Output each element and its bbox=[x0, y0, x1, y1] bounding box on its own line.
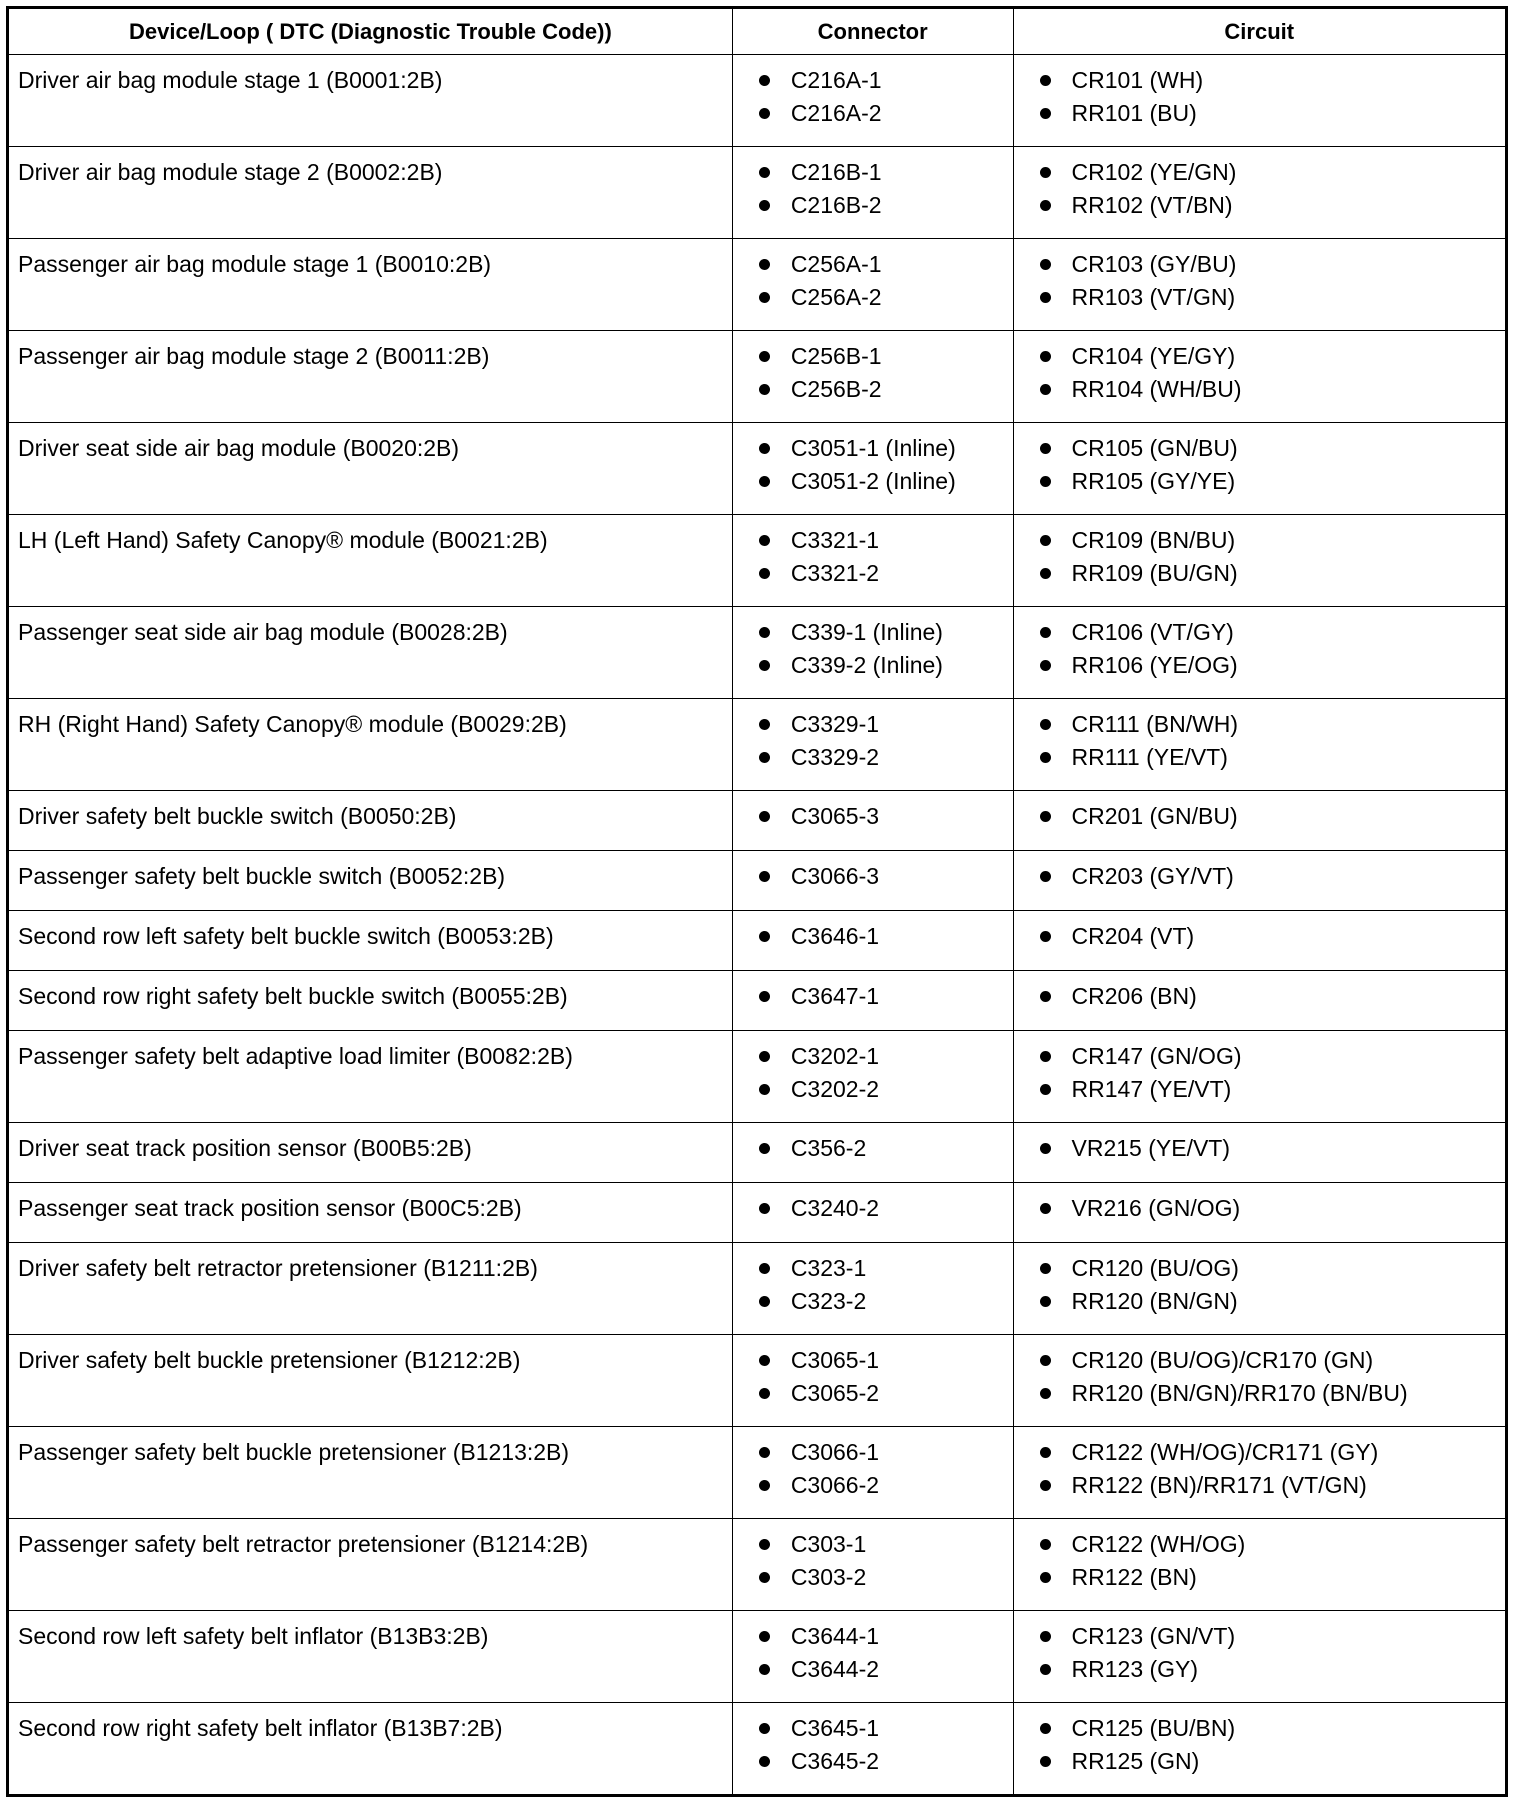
connector-list bbox=[733, 1335, 1013, 1410]
circuit-list-item: VR215 (YE/VT) bbox=[1036, 1133, 1505, 1166]
circuit-list bbox=[1014, 1335, 1505, 1410]
connector-list-item: C3065-1 bbox=[755, 1345, 1013, 1378]
connector-list bbox=[733, 1123, 1013, 1166]
circuit-list bbox=[1014, 147, 1505, 222]
circuit-cell bbox=[1013, 699, 1506, 791]
header-circuit: Circuit bbox=[1013, 8, 1506, 55]
circuit-list bbox=[1014, 911, 1505, 954]
connector-cell bbox=[732, 791, 1013, 851]
connector-list-item: C3066-2 bbox=[755, 1470, 1013, 1503]
device-loop-cell: Passenger safety belt adaptive load limiter (B0082:2B) bbox=[8, 1031, 733, 1123]
connector-list-item: C3329-2 bbox=[755, 742, 1013, 775]
connector-cell bbox=[732, 1335, 1013, 1427]
connector-list bbox=[733, 55, 1013, 130]
table-row bbox=[8, 911, 1507, 971]
connector-list-item: C216A-2 bbox=[755, 98, 1013, 131]
device-loop-cell: Driver safety belt buckle pretensioner (B1212:2B) bbox=[8, 1335, 733, 1427]
connector-list-item: C3645-2 bbox=[755, 1746, 1013, 1779]
circuit-list-item: CR125 (BU/BN) bbox=[1036, 1713, 1505, 1746]
circuit-list bbox=[1014, 971, 1505, 1014]
circuit-cell bbox=[1013, 1123, 1506, 1183]
connector-list bbox=[733, 331, 1013, 406]
connector-list-item: C356-2 bbox=[755, 1133, 1013, 1166]
circuit-list-item: CR101 (WH) bbox=[1036, 65, 1505, 98]
circuit-list-item: CR104 (YE/GY) bbox=[1036, 341, 1505, 374]
circuit-cell bbox=[1013, 239, 1506, 331]
table-row bbox=[8, 423, 1507, 515]
connector-cell bbox=[732, 1519, 1013, 1611]
connector-list bbox=[733, 1243, 1013, 1318]
connector-list-item: C3644-2 bbox=[755, 1654, 1013, 1687]
circuit-list-item: CR111 (BN/WH) bbox=[1036, 709, 1505, 742]
circuit-list-item: CR122 (WH/OG) bbox=[1036, 1529, 1505, 1562]
table-row bbox=[8, 971, 1507, 1031]
connector-list-item: C216A-1 bbox=[755, 65, 1013, 98]
connector-list-item: C3645-1 bbox=[755, 1713, 1013, 1746]
circuit-list bbox=[1014, 791, 1505, 834]
connector-cell bbox=[732, 1031, 1013, 1123]
circuit-cell bbox=[1013, 1519, 1506, 1611]
table-body bbox=[8, 55, 1507, 1796]
circuit-list-item: CR204 (VT) bbox=[1036, 921, 1505, 954]
circuit-list bbox=[1014, 699, 1505, 774]
circuit-cell bbox=[1013, 331, 1506, 423]
table-row bbox=[8, 1519, 1507, 1611]
circuit-list-item: RR125 (GN) bbox=[1036, 1746, 1505, 1779]
connector-list-item: C323-2 bbox=[755, 1286, 1013, 1319]
circuit-cell bbox=[1013, 1335, 1506, 1427]
connector-list-item: C303-1 bbox=[755, 1529, 1013, 1562]
connector-list-item: C3051-1 (Inline) bbox=[755, 433, 1013, 466]
header-connector: Connector bbox=[732, 8, 1013, 55]
table-row bbox=[8, 55, 1507, 147]
circuit-list-item: RR103 (VT/GN) bbox=[1036, 282, 1505, 315]
circuit-cell bbox=[1013, 423, 1506, 515]
table-row bbox=[8, 1611, 1507, 1703]
connector-list bbox=[733, 1183, 1013, 1226]
device-loop-cell: Second row left safety belt buckle switch (B0053:2B) bbox=[8, 911, 733, 971]
circuit-list bbox=[1014, 1519, 1505, 1594]
circuit-list-item: RR120 (BN/GN) bbox=[1036, 1286, 1505, 1319]
table-header-row bbox=[8, 8, 1507, 55]
device-loop-cell: Passenger safety belt buckle pretensioner (B1213:2B) bbox=[8, 1427, 733, 1519]
connector-list bbox=[733, 607, 1013, 682]
circuit-cell bbox=[1013, 1427, 1506, 1519]
device-loop-cell: Passenger air bag module stage 1 (B0010:2B) bbox=[8, 239, 733, 331]
connector-list-item: C3066-1 bbox=[755, 1437, 1013, 1470]
circuit-list-item: CR203 (GY/VT) bbox=[1036, 861, 1505, 894]
connector-list bbox=[733, 1031, 1013, 1106]
circuit-list-item: CR106 (VT/GY) bbox=[1036, 617, 1505, 650]
connector-list-item: C3202-2 bbox=[755, 1074, 1013, 1107]
table-row bbox=[8, 331, 1507, 423]
connector-list-item: C339-2 (Inline) bbox=[755, 650, 1013, 683]
connector-cell bbox=[732, 55, 1013, 147]
circuit-list-item: RR111 (YE/VT) bbox=[1036, 742, 1505, 775]
circuit-list-item: CR120 (BU/OG)/CR170 (GN) bbox=[1036, 1345, 1505, 1378]
device-loop-cell: Driver air bag module stage 2 (B0002:2B) bbox=[8, 147, 733, 239]
connector-list-item: C3321-1 bbox=[755, 525, 1013, 558]
table-row bbox=[8, 1243, 1507, 1335]
connector-list-item: C3644-1 bbox=[755, 1621, 1013, 1654]
circuit-list bbox=[1014, 607, 1505, 682]
table-row bbox=[8, 791, 1507, 851]
circuit-cell bbox=[1013, 971, 1506, 1031]
header-device-loop: Device/Loop ( DTC (Diagnostic Trouble Code)) bbox=[8, 8, 733, 55]
table-row bbox=[8, 1183, 1507, 1243]
device-loop-cell: Second row right safety belt buckle switch (B0055:2B) bbox=[8, 971, 733, 1031]
circuit-list bbox=[1014, 55, 1505, 130]
connector-cell bbox=[732, 607, 1013, 699]
table-row bbox=[8, 1031, 1507, 1123]
connector-list bbox=[733, 971, 1013, 1014]
connector-cell bbox=[732, 1183, 1013, 1243]
circuit-list-item: RR105 (GY/YE) bbox=[1036, 466, 1505, 499]
table-row bbox=[8, 239, 1507, 331]
table-row bbox=[8, 699, 1507, 791]
circuit-list bbox=[1014, 1611, 1505, 1686]
circuit-list bbox=[1014, 1427, 1505, 1502]
circuit-list bbox=[1014, 1243, 1505, 1318]
table-row bbox=[8, 1703, 1507, 1796]
connector-list-item: C256A-2 bbox=[755, 282, 1013, 315]
circuit-list bbox=[1014, 851, 1505, 894]
table-row bbox=[8, 607, 1507, 699]
table-row bbox=[8, 1335, 1507, 1427]
connector-list-item: C3240-2 bbox=[755, 1193, 1013, 1226]
connector-cell bbox=[732, 331, 1013, 423]
circuit-list bbox=[1014, 1183, 1505, 1226]
circuit-cell bbox=[1013, 1031, 1506, 1123]
connector-list bbox=[733, 791, 1013, 834]
circuit-list bbox=[1014, 331, 1505, 406]
circuit-cell bbox=[1013, 851, 1506, 911]
device-loop-cell: Second row left safety belt inflator (B13B3:2B) bbox=[8, 1611, 733, 1703]
connector-list-item: C256B-2 bbox=[755, 374, 1013, 407]
circuit-cell bbox=[1013, 607, 1506, 699]
connector-list bbox=[733, 1519, 1013, 1594]
connector-list bbox=[733, 1427, 1013, 1502]
connector-cell bbox=[732, 1611, 1013, 1703]
circuit-list-item: CR147 (GN/OG) bbox=[1036, 1041, 1505, 1074]
connector-list bbox=[733, 1611, 1013, 1686]
circuit-list-item: CR206 (BN) bbox=[1036, 981, 1505, 1014]
dtc-connector-circuit-table bbox=[6, 6, 1508, 1797]
device-loop-cell: Passenger seat track position sensor (B00C5:2B) bbox=[8, 1183, 733, 1243]
circuit-cell bbox=[1013, 791, 1506, 851]
device-loop-cell: RH (Right Hand) Safety Canopy® module (B0029:2B) bbox=[8, 699, 733, 791]
connector-cell bbox=[732, 699, 1013, 791]
circuit-cell bbox=[1013, 911, 1506, 971]
connector-cell bbox=[732, 423, 1013, 515]
circuit-list-item: RR101 (BU) bbox=[1036, 98, 1505, 131]
connector-list-item: C216B-1 bbox=[755, 157, 1013, 190]
circuit-list-item: RR104 (WH/BU) bbox=[1036, 374, 1505, 407]
circuit-cell bbox=[1013, 1611, 1506, 1703]
circuit-list-item: CR122 (WH/OG)/CR171 (GY) bbox=[1036, 1437, 1505, 1470]
circuit-list-item: CR109 (BN/BU) bbox=[1036, 525, 1505, 558]
circuit-list-item: RR147 (YE/VT) bbox=[1036, 1074, 1505, 1107]
circuit-list-item: RR106 (YE/OG) bbox=[1036, 650, 1505, 683]
device-loop-cell: Driver air bag module stage 1 (B0001:2B) bbox=[8, 55, 733, 147]
table-row bbox=[8, 851, 1507, 911]
connector-list-item: C256A-1 bbox=[755, 249, 1013, 282]
circuit-list-item: RR122 (BN)/RR171 (VT/GN) bbox=[1036, 1470, 1505, 1503]
circuit-list-item: CR120 (BU/OG) bbox=[1036, 1253, 1505, 1286]
connector-list bbox=[733, 911, 1013, 954]
device-loop-cell: Driver safety belt buckle switch (B0050:2B) bbox=[8, 791, 733, 851]
circuit-cell bbox=[1013, 1703, 1506, 1796]
circuit-list-item: RR120 (BN/GN)/RR170 (BN/BU) bbox=[1036, 1378, 1505, 1411]
table-row bbox=[8, 1123, 1507, 1183]
device-loop-cell: Driver seat side air bag module (B0020:2B) bbox=[8, 423, 733, 515]
circuit-list bbox=[1014, 1703, 1505, 1778]
circuit-list-item: VR216 (GN/OG) bbox=[1036, 1193, 1505, 1226]
connector-list bbox=[733, 699, 1013, 774]
circuit-list bbox=[1014, 1123, 1505, 1166]
circuit-cell bbox=[1013, 1183, 1506, 1243]
connector-list-item: C216B-2 bbox=[755, 190, 1013, 223]
circuit-list-item: CR123 (GN/VT) bbox=[1036, 1621, 1505, 1654]
connector-list-item: C323-1 bbox=[755, 1253, 1013, 1286]
circuit-list-item: RR122 (BN) bbox=[1036, 1562, 1505, 1595]
connector-list-item: C3329-1 bbox=[755, 709, 1013, 742]
circuit-cell bbox=[1013, 1243, 1506, 1335]
device-loop-cell: Second row right safety belt inflator (B13B7:2B) bbox=[8, 1703, 733, 1796]
table-row bbox=[8, 515, 1507, 607]
connector-cell bbox=[732, 971, 1013, 1031]
connector-list-item: C3321-2 bbox=[755, 558, 1013, 591]
circuit-cell bbox=[1013, 515, 1506, 607]
connector-list bbox=[733, 515, 1013, 590]
connector-cell bbox=[732, 1243, 1013, 1335]
connector-cell bbox=[732, 851, 1013, 911]
connector-list-item: C3647-1 bbox=[755, 981, 1013, 1014]
circuit-cell bbox=[1013, 55, 1506, 147]
connector-cell bbox=[732, 515, 1013, 607]
circuit-list-item: CR103 (GY/BU) bbox=[1036, 249, 1505, 282]
connector-cell bbox=[732, 911, 1013, 971]
connector-list-item: C3065-2 bbox=[755, 1378, 1013, 1411]
device-loop-cell: Passenger seat side air bag module (B0028:2B) bbox=[8, 607, 733, 699]
circuit-list bbox=[1014, 423, 1505, 498]
circuit-list-item: RR102 (VT/BN) bbox=[1036, 190, 1505, 223]
connector-list bbox=[733, 239, 1013, 314]
connector-list bbox=[733, 423, 1013, 498]
device-loop-cell: Driver safety belt retractor pretensioner (B1211:2B) bbox=[8, 1243, 733, 1335]
device-loop-cell: Passenger air bag module stage 2 (B0011:2B) bbox=[8, 331, 733, 423]
table-row bbox=[8, 1427, 1507, 1519]
device-loop-cell: Driver seat track position sensor (B00B5:2B) bbox=[8, 1123, 733, 1183]
table-row bbox=[8, 147, 1507, 239]
connector-list-item: C3065-3 bbox=[755, 801, 1013, 834]
connector-cell bbox=[732, 1703, 1013, 1796]
circuit-list bbox=[1014, 239, 1505, 314]
connector-list-item: C256B-1 bbox=[755, 341, 1013, 374]
connector-cell bbox=[732, 1427, 1013, 1519]
connector-list-item: C3051-2 (Inline) bbox=[755, 466, 1013, 499]
connector-cell bbox=[732, 147, 1013, 239]
circuit-list-item: CR102 (YE/GN) bbox=[1036, 157, 1505, 190]
device-loop-cell: LH (Left Hand) Safety Canopy® module (B0021:2B) bbox=[8, 515, 733, 607]
circuit-list-item: RR123 (GY) bbox=[1036, 1654, 1505, 1687]
circuit-list bbox=[1014, 1031, 1505, 1106]
circuit-cell bbox=[1013, 147, 1506, 239]
device-loop-cell: Passenger safety belt retractor pretensioner (B1214:2B) bbox=[8, 1519, 733, 1611]
circuit-list bbox=[1014, 515, 1505, 590]
connector-cell bbox=[732, 1123, 1013, 1183]
connector-list-item: C3202-1 bbox=[755, 1041, 1013, 1074]
connector-list-item: C303-2 bbox=[755, 1562, 1013, 1595]
connector-list bbox=[733, 851, 1013, 894]
connector-list bbox=[733, 1703, 1013, 1778]
connector-list bbox=[733, 147, 1013, 222]
connector-list-item: C3646-1 bbox=[755, 921, 1013, 954]
connector-list-item: C3066-3 bbox=[755, 861, 1013, 894]
connector-cell bbox=[732, 239, 1013, 331]
circuit-list-item: RR109 (BU/GN) bbox=[1036, 558, 1505, 591]
circuit-list-item: CR201 (GN/BU) bbox=[1036, 801, 1505, 834]
connector-list-item: C339-1 (Inline) bbox=[755, 617, 1013, 650]
device-loop-cell: Passenger safety belt buckle switch (B0052:2B) bbox=[8, 851, 733, 911]
circuit-list-item: CR105 (GN/BU) bbox=[1036, 433, 1505, 466]
